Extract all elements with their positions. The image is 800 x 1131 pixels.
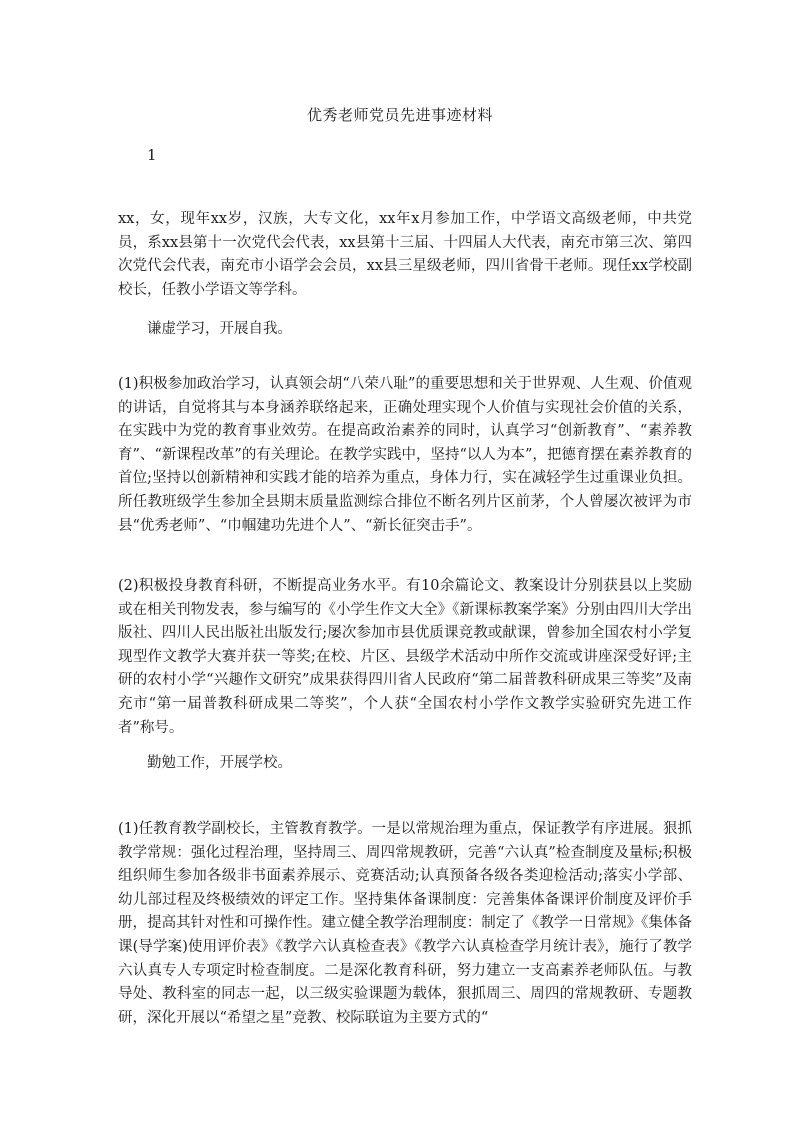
page-number: 1 (147, 146, 157, 164)
document-title: 优秀老师党员先进事迹材料 (306, 106, 493, 124)
section-heading-study: 谦虚学习，开展自我。 (147, 321, 292, 337)
paragraph-political-study: (1)积极参加政治学习，认真领会胡“八荣八耻”的重要思想和关于世界观、人生观、价值观的讲话，自觉将其与本身涵养联络起来，正确处理实现个人价值与实现社会价值的关系，在实践中为党的教育事业效劳。在提高政治素养的同时，认真学习“创新教育”、“素养教育”、“新课程改革”的有关理论。在教学实践中，坚持“以人为本”，把德育摆在素养教育的首位;坚持以创新精神和实践才能的培养为重点，身体力行，实在减轻学生过重课业负担。所任教班级学生参加全县期末质量监测综合排位不断名列片区前茅，个人曾屡次被评为市县“优秀老师”、“巾帼建功先进个人”、“新长征突击手”。 (118, 376, 692, 534)
intro-paragraph: xx，女，现年xx岁，汉族，大专文化，xx年x月参加工作，中学语文高级老师，中共党员，系xx县第十一次党代会代表，xx县第十三届、十四届人大代表，南充市第三次、第四次党代会代表，南充市小语学会会员，xx县三星级老师，四川省骨干老师。现任xx学校副校长，任教小学语文等学科。 (118, 211, 692, 298)
paragraph-vice-principal: (1)任教育教学副校长，主管教育教学。一是以常规治理为重点，保证教学有序进展。狠抓教学常规：强化过程治理，坚持周三、周四常规教研，完善“六认真”检查制度及量标;积极组织师生参加各级非书面素养展示、竞赛活动;认真预备各级各类迎检活动;落实小学部、幼儿部过程及终极绩效的评定工作。坚持集体备课制度：完善集体备课评价制度及评价手册，提高其针对性和可操作性。建立健全教学治理制度：制定了《教学一日常规》《集体备课(导学案)使用评价表》《教学六认真检查表》《教学六认真检查学月统计表》，施行了教学六认真专人专项定时检查制度。二是深化教育科研，努力建立一支高素养老师队伍。与教导处、教科室的同志一起，以三级实验课题为载体，狠抓周三、周四的常规教研、专题教研，深化开展以“希望之星”竞教、校际联谊为主要方式的“ (118, 821, 692, 1026)
paragraph-research: (2)积极投身教育科研，不断提高业务水平。有10余篇论文、教案设计分别获县以上奖励或在相关刊物发表，参与编写的《小学生作文大全》《新课标教案学案》分别由四川大学出版社、四川人民出版社出版发行;屡次参加市县优质课竞教或献课，曾参加全国农村小学复现型作文教学大赛并获一等奖;在校、片区、县级学术活动中所作交流或讲座深受好评;主研的农村小学“兴趣作文研究”成果获得四川省人民政府“第二届普教科研成果三等奖”及南充市“第一届普教科研成果二等奖”，个人获“全国农村小学作文教学实验研究先进工作者”称号。 (118, 578, 692, 736)
section-heading-work: 勤勉工作，开展学校。 (147, 755, 292, 771)
